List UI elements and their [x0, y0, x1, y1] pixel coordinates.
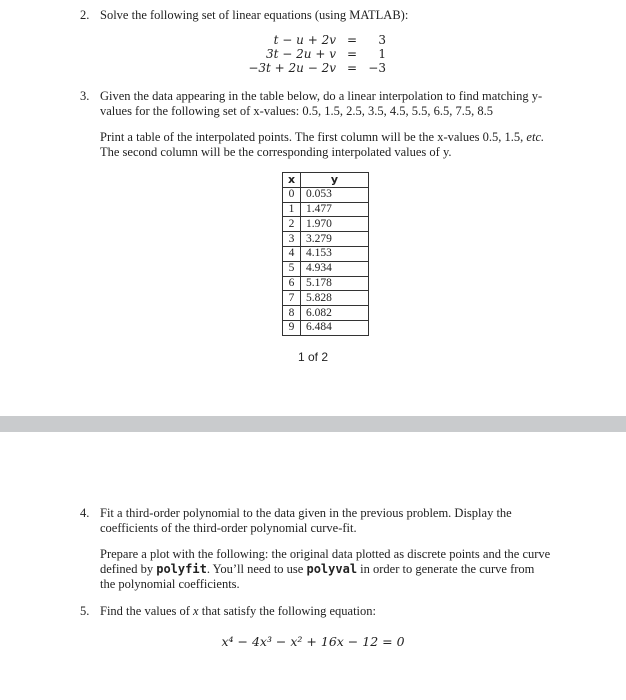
equation-3-lhs: −3t + 2u − 2v: [248, 61, 336, 75]
table-row: [283, 291, 369, 306]
problem-number: 5.: [80, 604, 90, 618]
instruction-line-2: defined by polyfit. You’ll need to use polyval in order to generate the curve from: [100, 562, 535, 576]
problem-text-line-2: coefficients of the third-order polynomial curve-fit.: [100, 521, 357, 535]
problem-text: Find the values of x that satisfy the following equation:: [100, 604, 377, 618]
instruction-line-1: Prepare a plot with the following: the original data plotted as discrete points and the curve: [100, 547, 551, 561]
table-row: [283, 261, 369, 276]
etc-text: etc.: [526, 130, 545, 144]
cell-x: 7: [283, 291, 301, 306]
table-header-row: [283, 173, 369, 188]
page-separator: [0, 416, 626, 432]
equation-1-lhs: t − u + 2v: [273, 33, 336, 47]
cell-y: 5.178: [301, 276, 369, 291]
table-row: [283, 320, 369, 335]
data-table: [282, 172, 369, 336]
page-indicator: 1 of 2: [297, 350, 329, 364]
table-row: [283, 276, 369, 291]
instruction-line-3: the polynomial coefficients.: [100, 577, 240, 591]
instruction-text-line-2: The second column will be the corresponding interpolated values of y.: [100, 145, 452, 159]
problem-number: 3.: [80, 89, 90, 103]
equation-2-lhs: 3t − 2u + v: [266, 47, 336, 61]
table-row: [283, 187, 369, 202]
cell-x: 0: [283, 187, 301, 202]
cell-x: 4: [283, 246, 301, 261]
cell-y: 6.484: [301, 320, 369, 335]
cell-x: 6: [283, 276, 301, 291]
problem-3-instructions: [100, 130, 550, 160]
equation-2-rhs: 1: [378, 47, 386, 61]
cell-y: 4.153: [301, 246, 369, 261]
cell-y: 0.053: [301, 187, 369, 202]
polynomial-equation: x⁴ − 4x³ − x² + 16x − 12 = 0: [221, 634, 405, 649]
cell-y: 3.279: [301, 232, 369, 247]
instruction-text: Print a table of the interpolated points. The first column will be the x-values 0.5, 1.5,: [100, 130, 527, 144]
equation-1-rhs: 3: [378, 33, 386, 47]
equation-3-equals: =: [347, 61, 358, 75]
cell-y: 4.934: [301, 261, 369, 276]
cell-x: 9: [283, 320, 301, 335]
cell-y: 6.082: [301, 306, 369, 321]
table-row: [283, 202, 369, 217]
table-row: [283, 217, 369, 232]
problem-text-line-1: Fit a third-order polynomial to the data given in the previous problem. Display the: [100, 506, 512, 520]
equation-1-equals: =: [347, 33, 358, 47]
column-header-y: y: [301, 173, 369, 188]
problem-number: 4.: [80, 506, 90, 520]
table-row: [283, 246, 369, 261]
problem-4-instructions: [100, 547, 550, 592]
cell-x: 2: [283, 217, 301, 232]
document-page-2: [0, 432, 626, 700]
cell-x: 3: [283, 232, 301, 247]
equation-3-rhs: −3: [368, 61, 386, 75]
cell-y: 1.477: [301, 202, 369, 217]
problem-text-line-2: values for the following set of x-values: 0.5, 1.5, 2.5, 3.5, 4.5, 5.5, 6.5, 7.5, 8.5: [100, 104, 494, 118]
problem-text: Solve the following set of linear equations (using MATLAB):: [100, 8, 409, 22]
problem-number: 2.: [80, 8, 90, 22]
table-row: [283, 306, 369, 321]
equation-2-equals: =: [347, 47, 358, 61]
cell-x: 5: [283, 261, 301, 276]
table-row: [283, 232, 369, 247]
cell-y: 1.970: [301, 217, 369, 232]
polyval-code: polyval: [306, 562, 358, 576]
problem-text-line-1: Given the data appearing in the table below, do a linear interpolation to find matching y-: [100, 89, 543, 103]
variable-x: x: [193, 604, 199, 618]
column-header-x: x: [283, 173, 301, 188]
cell-x: 8: [283, 306, 301, 321]
cell-y: 5.828: [301, 291, 369, 306]
cell-x: 1: [283, 202, 301, 217]
polyfit-code: polyfit: [156, 562, 207, 576]
